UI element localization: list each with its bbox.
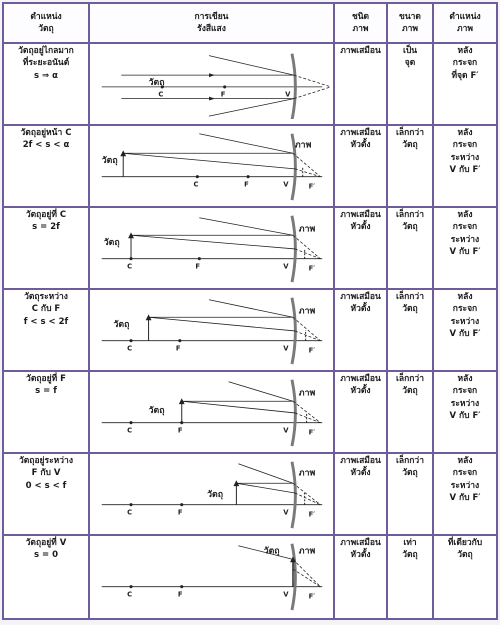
label-f-prime: F′ xyxy=(308,510,316,519)
image-size-cell: เล็กกว่า วัตถุ xyxy=(387,371,433,453)
header-diagram: การเขียน รังสีแสง xyxy=(89,3,334,43)
table-row xyxy=(3,453,497,535)
point-c xyxy=(129,421,132,424)
table-row xyxy=(3,43,497,125)
image-location-cell: หลัง กระจก ระหว่าง V กับ F′ xyxy=(433,125,497,207)
table-row xyxy=(3,371,497,453)
image-label: ภาพ xyxy=(298,546,316,557)
image-label: ภาพ xyxy=(298,388,316,399)
table-row xyxy=(3,125,497,207)
virtual-ray xyxy=(294,87,331,99)
ray-diagram-between-c-f xyxy=(92,291,331,365)
label-f: F xyxy=(177,508,183,517)
header-position: ตำแหน่ง วัตถุ xyxy=(3,3,89,43)
ray-diagram-cell xyxy=(89,371,334,453)
label-f: F xyxy=(175,344,181,353)
incident-ray xyxy=(131,235,295,249)
point-c xyxy=(129,503,132,506)
object-label: วัตถุ xyxy=(148,405,165,416)
incident-ray xyxy=(236,483,295,493)
incident-ray xyxy=(149,317,295,331)
point-f xyxy=(180,421,183,424)
label-v: V xyxy=(285,90,291,99)
label-v: V xyxy=(283,180,289,189)
ray-diagram-between-f-v xyxy=(92,455,331,529)
header-image-size: ขนาด ภาพ xyxy=(387,3,433,43)
object-position-cell: วัตถุระหว่าง C กับ F f < s < 2f xyxy=(3,289,89,371)
reflected-ray xyxy=(209,99,294,117)
image-type-cell: ภาพเสมือน หัวตั้ง xyxy=(334,535,387,619)
label-v: V xyxy=(283,426,289,435)
header-image-type: ชนิด ภาพ xyxy=(334,3,387,43)
reflected-ray xyxy=(209,56,294,76)
point-f xyxy=(198,257,201,260)
image-label: ภาพ xyxy=(298,306,316,317)
label-c: C xyxy=(158,90,164,99)
ray-diagram-infinity xyxy=(92,45,331,119)
convex-mirror-image-table xyxy=(2,2,498,620)
image-size-cell: เล็กกว่า วัตถุ xyxy=(387,207,433,289)
image-label: ภาพ xyxy=(298,224,316,235)
object-position-cell: วัตถุอยู่ที่ C s = 2f xyxy=(3,207,89,289)
virtual-ray xyxy=(293,153,320,176)
ray-diagram-cell xyxy=(89,207,334,289)
label-c: C xyxy=(127,344,133,353)
table-row xyxy=(3,207,497,289)
image-size-cell: เป็น จุด xyxy=(387,43,433,125)
image-size-cell: เท่า วัตถุ xyxy=(387,535,433,619)
virtual-ray xyxy=(295,249,320,259)
virtual-ray xyxy=(295,493,320,505)
ray-diagram-at-c xyxy=(92,209,331,283)
label-f-prime: F′ xyxy=(308,346,316,355)
image-location-cell: หลัง กระจก ระหว่าง V กับ F′ xyxy=(433,207,497,289)
ray-diagram-at-v xyxy=(92,537,331,611)
virtual-ray xyxy=(293,317,320,340)
image-type-cell: ภาพเสมือน หัวตั้ง xyxy=(334,371,387,453)
convex-mirror xyxy=(292,462,295,528)
label-v: V xyxy=(283,590,289,599)
label-c: C xyxy=(127,590,133,599)
image-location-cell: หลัง กระจก ระหว่าง V กับ F′ xyxy=(433,371,497,453)
ray-diagram-cell xyxy=(89,535,334,619)
label-c: C xyxy=(127,508,133,517)
label-f: F xyxy=(177,426,183,435)
reflected-ray xyxy=(199,134,293,154)
virtual-ray xyxy=(293,235,320,258)
label-f: F xyxy=(195,262,201,271)
point-f xyxy=(178,339,181,342)
image-size-cell: เล็กกว่า วัตถุ xyxy=(387,453,433,535)
object-position-cell: วัตถุอยู่ไกลมาก ที่ระยะอนันต์ s ⇒ α xyxy=(3,43,89,125)
image-location-cell: หลัง กระจก ที่จุด F′ xyxy=(433,43,497,125)
point-c xyxy=(196,175,199,178)
image-type-cell: ภาพเสมือน xyxy=(334,43,387,125)
image-type-cell: ภาพเสมือน หัวตั้ง xyxy=(334,207,387,289)
object-label: วัตถุ xyxy=(101,156,118,167)
image-label: ภาพ xyxy=(294,140,312,151)
virtual-ray xyxy=(295,413,320,423)
ray-diagram-beyond-c xyxy=(92,127,331,201)
virtual-ray xyxy=(293,569,320,587)
ray-diagram-cell xyxy=(89,43,334,125)
point-c xyxy=(129,257,132,260)
ray-arrow xyxy=(209,73,215,77)
ray-diagram-at-f xyxy=(92,373,331,447)
ray-diagram-cell xyxy=(89,453,334,535)
image-location-cell: ที่เดียวกับ วัตถุ xyxy=(433,535,497,619)
point-f xyxy=(180,503,183,506)
image-type-cell: ภาพเสมือน หัวตั้ง xyxy=(334,289,387,371)
virtual-ray xyxy=(295,169,320,177)
incident-ray xyxy=(123,153,295,169)
reflected-ray xyxy=(229,382,293,402)
point-f xyxy=(180,585,183,588)
table-row xyxy=(3,535,497,619)
convex-mirror xyxy=(292,54,295,119)
label-f: F xyxy=(220,90,226,99)
virtual-ray xyxy=(293,559,320,586)
reflected-ray xyxy=(209,300,293,318)
virtual-ray xyxy=(294,75,331,87)
table-row xyxy=(3,289,497,371)
point-f xyxy=(223,85,226,88)
reflected-ray xyxy=(238,464,293,484)
ray-arrow xyxy=(209,97,215,101)
image-location-cell: หลัง กระจก ระหว่าง V กับ F′ xyxy=(433,453,497,535)
header-row xyxy=(3,3,497,43)
label-c: C xyxy=(193,180,199,189)
label-f-prime: F′ xyxy=(308,428,316,437)
label-f: F xyxy=(244,180,249,189)
image-location-cell: หลัง กระจก ระหว่าง V กับ F′ xyxy=(433,289,497,371)
label-f-prime: F′ xyxy=(308,592,316,601)
label-f-prime: F′ xyxy=(308,264,316,273)
label-v: V xyxy=(283,344,289,353)
label-f-prime: F′ xyxy=(308,182,316,191)
object-label: วัตถุ xyxy=(263,546,280,557)
object-position-cell: วัตถุอยู่ที่ F s = f xyxy=(3,371,89,453)
image-size-cell: เล็กกว่า วัตถุ xyxy=(387,125,433,207)
image-size-cell: เล็กกว่า วัตถุ xyxy=(387,289,433,371)
virtual-ray xyxy=(295,331,320,341)
object-label: วัตถุ xyxy=(103,238,120,249)
image-type-cell: ภาพเสมือน หัวตั้ง xyxy=(334,125,387,207)
object-position-cell: วัตถุอยู่ระหว่าง F กับ V 0 < s < f xyxy=(3,453,89,535)
object-label: วัตถุ xyxy=(207,489,224,500)
label-f: F xyxy=(177,590,183,599)
label-v: V xyxy=(283,508,289,517)
image-type-cell: ภาพเสมือน หัวตั้ง xyxy=(334,453,387,535)
label-c: C xyxy=(127,262,133,271)
object-label: วัตถุ xyxy=(113,320,130,331)
reflected-ray xyxy=(199,218,293,236)
point-f xyxy=(247,175,250,178)
point-c xyxy=(129,339,132,342)
label-c: C xyxy=(127,426,133,435)
object-position-cell: วัตถุอยู่ที่ V s = 0 xyxy=(3,535,89,619)
header-image-location: ตำแหน่ง ภาพ xyxy=(433,3,497,43)
label-v: V xyxy=(283,262,289,271)
ray-diagram-cell xyxy=(89,125,334,207)
ray-diagram-cell xyxy=(89,289,334,371)
point-c xyxy=(129,585,132,588)
object-position-cell: วัตถุอยู่หน้า C 2f < s < α xyxy=(3,125,89,207)
incident-ray xyxy=(182,401,295,413)
virtual-ray xyxy=(293,401,320,422)
image-label: ภาพ xyxy=(298,468,316,479)
object-label: วัตถุ xyxy=(148,77,165,88)
